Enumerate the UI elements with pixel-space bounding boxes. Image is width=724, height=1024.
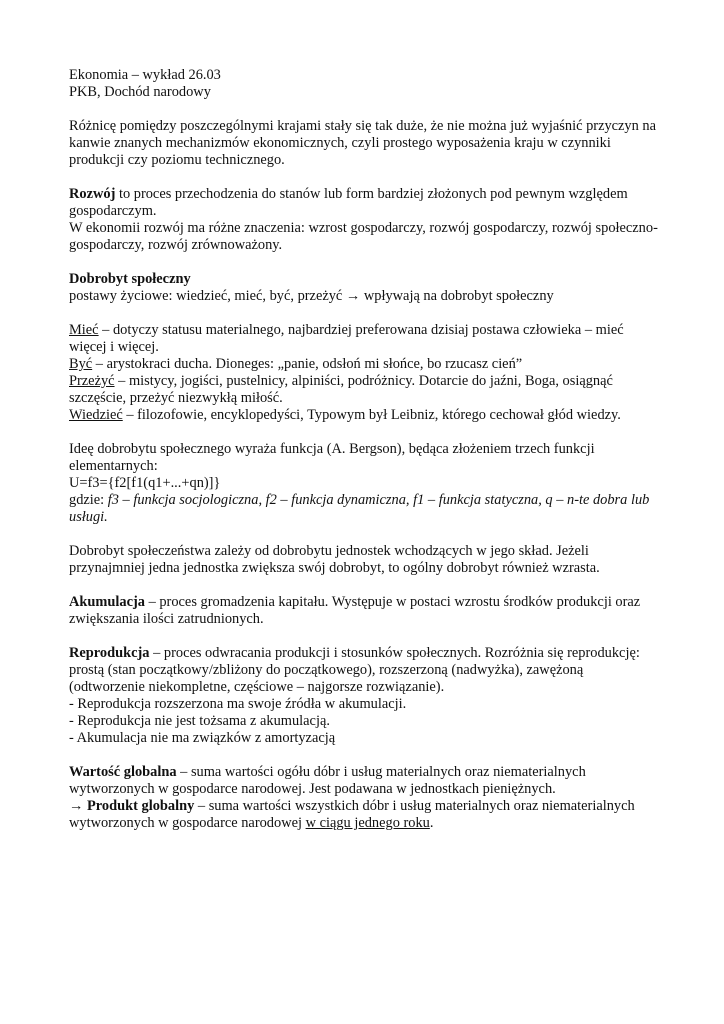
akumulacja-paragraph [69,594,659,628]
wartosc-text: – suma wartości ogółu dóbr i usług materialnych oraz niematerialnych wytworzonych w gospodarce narodowej. Jest podawana w jednostkach pieniężnych. [69,764,586,797]
funkcja-where [69,492,659,526]
rozwoj-meanings: W ekonomii rozwój ma różne znaczenia: wzrost gospodarczy, rozwój gospodarczy, rozwój społeczno-gospodarczy, rozwój zrównoważony. [69,220,658,253]
document-content [69,67,659,849]
produkt-underlined: w ciągu jednego roku [305,815,430,831]
byc-term: Być [69,356,93,372]
rozwoj-term: Rozwój [69,186,116,202]
funkcja-intro: Ideę dobrobytu społecznego wyraża funkcja (A. Bergson), będąca złożeniem trzech funkcji elementarnych: [69,441,595,474]
where-label: gdzie: [69,492,108,508]
postawy-section [69,322,659,424]
przezyc-term: Przeżyć [69,373,115,389]
wiedziec-text: – filozofowie, encyklopedyści, Typowym był Leibniz, którego cechował głód wiedzy. [122,407,621,423]
funkcja-formula: U=f3={f2[f1(q1+...+qn)]} [69,475,221,491]
byc-text: – arystokraci ducha. Dioneges: „panie, odsłoń mi słońce, bo rzucasz cień” [92,356,523,372]
miec-text: – dotyczy statusu materialnego, najbardziej preferowana dzisiaj postawa człowieka – mieć więcej i więcej. [69,322,624,355]
przezyc-text: – mistycy, jogiści, pustelnicy, alpiniści, podróżnicy. Dotarcie do jaźni, Boga, osiągnąć szczęście, przeżyć niezwykłą miłość. [69,373,613,406]
postawa-byc [69,356,659,373]
lecture-title: Ekonomia – wykład 26.03 [69,67,221,83]
akumulacja-text: – proces gromadzenia kapitału. Występuje w postaci wzrostu środków produkcji oraz zwiększania ilości zatrudnionych. [69,594,641,627]
rozwoj-definition-text: to proces przechodzenia do stanów lub form bardziej złożonych pod pewnym względem gospodarczym. [69,186,628,219]
produkt-term: → Produkt globalny [69,798,195,814]
produkt-text: – suma wartości wszystkich dóbr i usług materialnych oraz niematerialnych wytworzonych w gospodarce narodowej [69,798,635,831]
list-item: - Akumulacja nie ma związków z amortyzacją [69,730,336,746]
reprodukcja-definition [69,645,659,696]
where-text: f3 – funkcja socjologiczna, f2 – funkcja dynamiczna, f1 – funkcja statyczna, q – n-te dobra lub usługi. [69,492,650,525]
dobrobyt-attitudes: postawy życiowe: wiedzieć, mieć, być, przeżyć → wpływają na dobrobyt społeczny [69,288,554,304]
reprodukcja-term: Reprodukcja [69,645,150,661]
wiedziec-term: Wiedzieć [69,407,123,423]
dobrobyt-section [69,271,659,305]
dobrobyt-heading: Dobrobyt społeczny [69,271,191,287]
wartosc-section [69,764,659,832]
lecture-subtitle: PKB, Dochód narodowy [69,84,211,100]
reprodukcja-text: – proces odwracania produkcji i stosunków społecznych. Rozróżnia się reprodukcję: prostą (stan początkowy/zbliżony do początkowego), rozszerzoną (nadwyżka), zawężoną (odtworzenie niekompletne, częściowe – najgorsze rozwiązanie). [69,645,640,695]
funkcja-section [69,441,659,526]
wartosc-term: Wartość globalna [69,764,177,780]
produkt-end: . [429,815,434,831]
postawa-miec [69,322,659,356]
rozwoj-definition [69,186,659,220]
list-item: - Reprodukcja nie jest tożsama z akumulacją. [69,713,330,729]
produkt-definition [69,798,659,832]
akumulacja-term: Akumulacja [69,594,145,610]
postawa-wiedziec [69,407,659,424]
spoleczenstwo-text: Dobrobyt społeczeństwa zależy od dobrobytu jednostek wchodzących w jego skład. Jeżeli przynajmniej jedna jednostka zwiększa swój dobrobyt, to ogólny dobrobyt również wzrasta. [69,543,600,576]
intro-paragraph [69,118,659,169]
intro-text: Różnicę pomiędzy poszczególnymi krajami stały się tak duże, że nie można już wyjaśnić przyczyn na kanwie znanych mechanizmów ekonomicznych, czyli prostego wyposażenia kraju w czynniki produkcji czy poziomu technicznego. [69,118,657,168]
wartosc-definition [69,764,659,798]
reprodukcja-section [69,645,659,747]
postawa-przezyc [69,373,659,407]
document-header [69,67,659,101]
miec-term: Mieć [69,322,99,338]
list-item: - Reprodukcja rozszerzona ma swoje źródła w akumulacji. [69,696,407,712]
rozwoj-section [69,186,659,254]
spoleczenstwo-paragraph [69,543,659,577]
